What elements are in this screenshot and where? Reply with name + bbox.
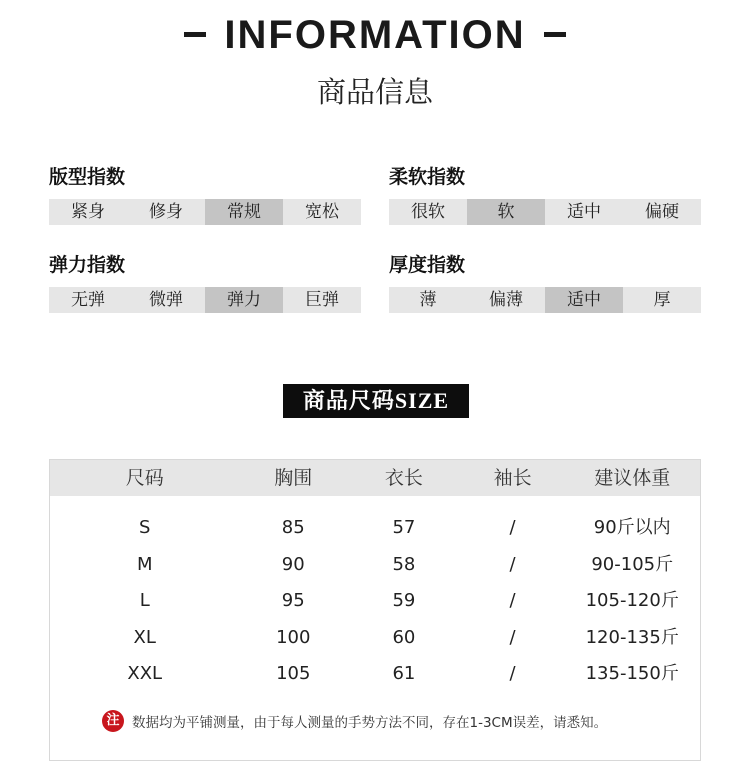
index-option-selected: 常规 [205, 199, 283, 225]
index-option: 宽松 [305, 202, 339, 222]
table-row [50, 620, 700, 657]
index-scale [389, 287, 701, 313]
column-header: 袖长 [493, 467, 532, 489]
size-table-body [50, 496, 700, 693]
index-option: 薄 [419, 290, 437, 310]
index-option-selected: 弹力 [205, 287, 283, 313]
title-text: INFORMATION [224, 13, 526, 57]
index-label: 弹力指数 [49, 254, 126, 276]
softness-index [389, 165, 701, 225]
table-row [50, 547, 700, 584]
table-cell: 57 [392, 517, 416, 538]
index-option: 适中 [567, 202, 601, 222]
elasticity-index [49, 253, 361, 313]
table-cell: / [509, 517, 516, 538]
table-cell: L [139, 590, 150, 612]
thickness-index [389, 253, 701, 313]
index-option: 厚 [653, 290, 671, 310]
table-cell: / [509, 626, 516, 648]
index-option-selected: 软 [467, 199, 545, 225]
table-cell: 100 [276, 626, 311, 648]
index-option: 紧身 [71, 202, 105, 222]
note-badge: 注 [102, 710, 124, 732]
column-header: 胸围 [274, 467, 313, 489]
table-cell: 105 [276, 663, 311, 685]
table-cell: / [509, 590, 516, 612]
size-banner-en: SIZE [394, 388, 450, 413]
index-label: 厚度指数 [389, 254, 466, 276]
table-cell: S [138, 517, 151, 538]
table-cell: 120-135斤 [585, 626, 679, 648]
table-cell: 105-120斤 [585, 590, 679, 612]
table-cell: 85 [281, 517, 305, 538]
index-option: 无弹 [71, 290, 105, 310]
table-cell: 90斤以内 [593, 517, 671, 538]
index-scale [49, 199, 361, 225]
page-header [0, 12, 750, 110]
page-title [0, 12, 750, 58]
index-option: 巨弹 [305, 290, 339, 310]
measurement-note [102, 710, 702, 732]
table-cell: 60 [392, 626, 416, 648]
column-header: 衣长 [384, 467, 423, 489]
column-header: 尺码 [125, 467, 164, 489]
index-label: 版型指数 [49, 166, 126, 188]
index-option: 偏硬 [645, 202, 679, 222]
table-cell: XL [133, 626, 156, 648]
table-cell: M [136, 553, 153, 575]
table-cell: / [509, 553, 516, 575]
size-table-header [50, 460, 700, 496]
index-label: 柔软指数 [389, 166, 466, 188]
fit-index [49, 165, 361, 225]
size-banner-cn: 商品尺码 [302, 389, 395, 414]
table-cell: 95 [281, 590, 305, 612]
index-option: 偏薄 [489, 290, 523, 310]
table-cell: XXL [127, 663, 163, 685]
table-cell: 59 [392, 590, 416, 612]
index-option: 修身 [149, 202, 183, 222]
table-row [50, 656, 700, 693]
table-cell: 58 [392, 553, 416, 575]
note-text: 数据均为平铺测量，由于每人测量的手势方法不同，存在1-3CM误差，请悉知。 [132, 715, 608, 731]
index-scale [49, 287, 361, 313]
table-cell: 135-150斤 [585, 663, 679, 685]
table-cell: / [509, 663, 516, 685]
table-cell: 90 [281, 553, 305, 575]
table-row [50, 510, 700, 547]
index-option: 很软 [411, 202, 445, 222]
size-section-banner [283, 384, 469, 418]
table-cell: 61 [392, 663, 416, 685]
size-chart [49, 459, 701, 761]
index-option-selected: 适中 [545, 287, 623, 313]
table-cell: 90-105斤 [591, 553, 674, 575]
column-header: 建议体重 [594, 467, 671, 489]
title-dash-right [544, 32, 566, 37]
table-row [50, 583, 700, 620]
index-option: 微弹 [149, 290, 183, 310]
page-subtitle: 商品信息 [316, 75, 433, 109]
title-dash-left [184, 32, 206, 37]
index-scale [389, 199, 701, 225]
